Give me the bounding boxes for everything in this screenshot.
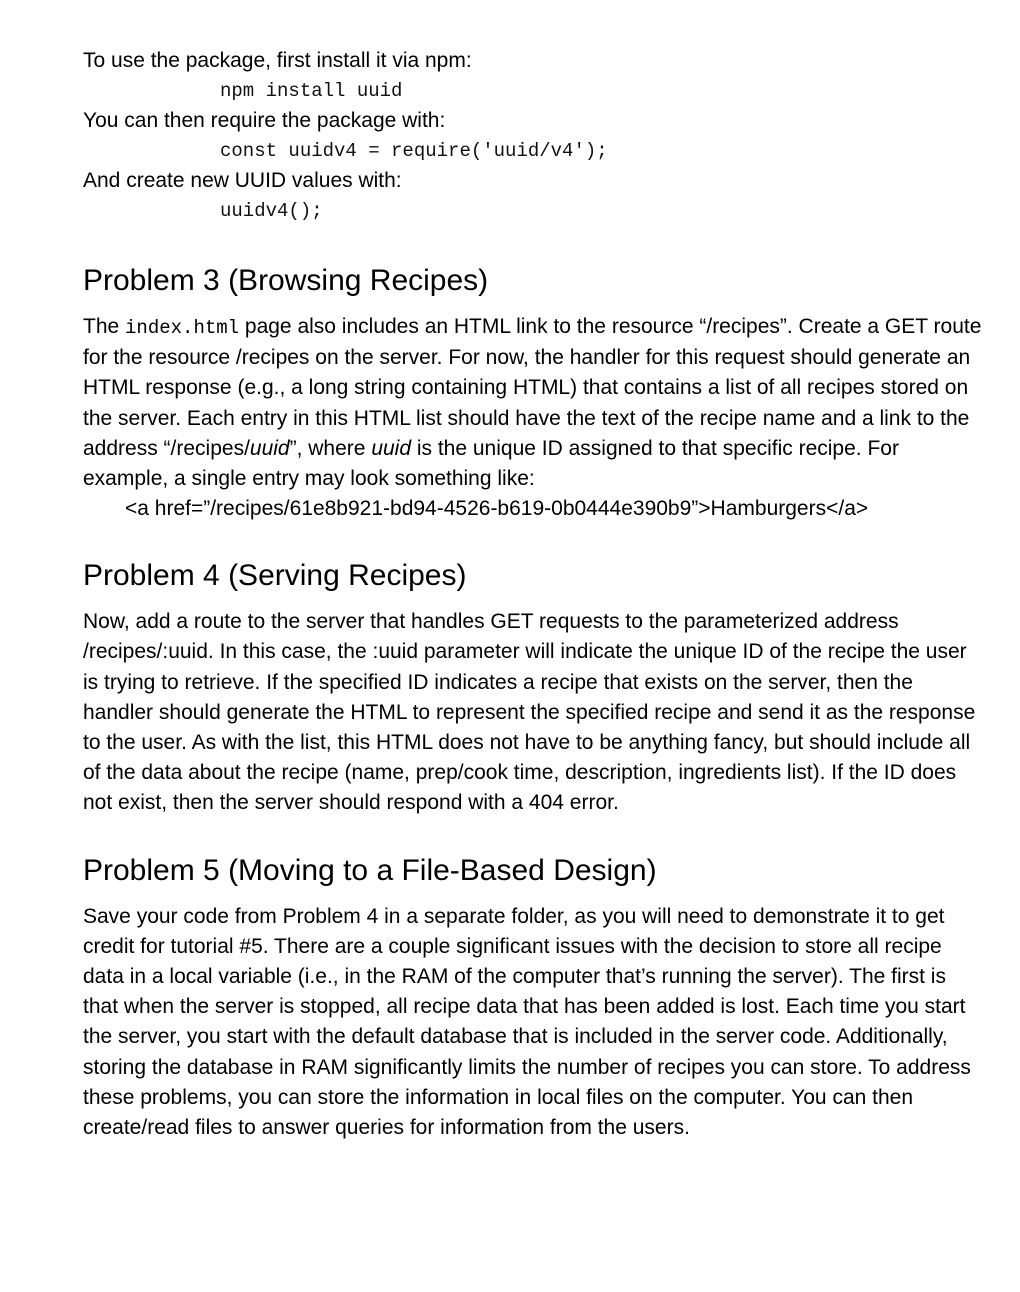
problem4-paragraph: Now, add a route to the server that handles GET requests to the parameterized address /recipes/:uuid. In this case, the :uuid parameter will indicate the unique ID of the recipe the user is trying to retrieve. If the specified ID indicates a recipe that exists on the server, then the handler should generate the HTML to represent the specified recipe and send it as the response to the user. As with the list, this HTML does not have to be anything fancy, but should include all of the data about the recipe (name, prep/cook time, description, ingredients list). If the ID does not exist, then the server should respond with a 404 error. <box>83 610 976 815</box>
install-instruction: To use the package, first install it via npm: <box>83 49 472 72</box>
problem5-paragraph: Save your code from Problem 4 in a separate folder, as you will need to demonstrate it to get credit for tutorial #5. There are a couple significant issues with the decision to store all recipe data in a local variable (i.e., in the RAM of the computer that’s running the server). The first is that when the server is stopped, all recipe data that has been added is lost. Each time you start the server, you start with the default database that is included in the server code. Additionally, storing the database in RAM significantly limits the number of recipes you can store. To address these problems, you can store the information in local files on the computer. You can then create/read files to answer queries for information from the users. <box>83 904 971 1140</box>
problem3-example-entry: <a href=”/recipes/61e8b921-bd94-4526-b619-0b0444e390b9”>Hamburgers</a> <box>125 497 869 521</box>
problem3-text-mid1: page also includes an HTML link to the resource “/recipes”. Create a GET route for the resource /recipes on the server. For now, the handler for this request should generate an HTML response (e.g., a long string containing HTML) that contains a list of all recipes stored on the server. Each entry in this HTML list should have the text of the recipe name and a link to the address “/recipes/ <box>83 315 982 460</box>
problem3-text-mid2: ”, where <box>289 436 372 460</box>
problem3-emphasis-2: uuid <box>371 436 412 460</box>
create-command: uuidv4(); <box>220 200 323 222</box>
problem5-heading: Problem 5 (Moving to a File-Based Design) <box>83 853 657 887</box>
problem4-heading: Problem 4 (Serving Recipes) <box>83 559 467 593</box>
problem3-inline-code: index.html <box>125 317 240 339</box>
problem3-heading: Problem 3 (Browsing Recipes) <box>83 264 489 297</box>
require-command: const uuidv4 = require('uuid/v4'); <box>220 140 608 162</box>
problem3-emphasis-1: uuid <box>249 436 290 460</box>
problem3-text-end: is the unique ID assigned to that specific recipe. For example, a single entry may look something like: <box>83 436 899 491</box>
create-instruction: And create new UUID values with: <box>83 169 402 192</box>
problem3-text-start: The <box>83 315 126 338</box>
problem3-paragraph <box>83 312 983 494</box>
install-command: npm install uuid <box>220 80 403 102</box>
require-instruction: You can then require the package with: <box>83 109 446 132</box>
document-page <box>83 46 983 1143</box>
